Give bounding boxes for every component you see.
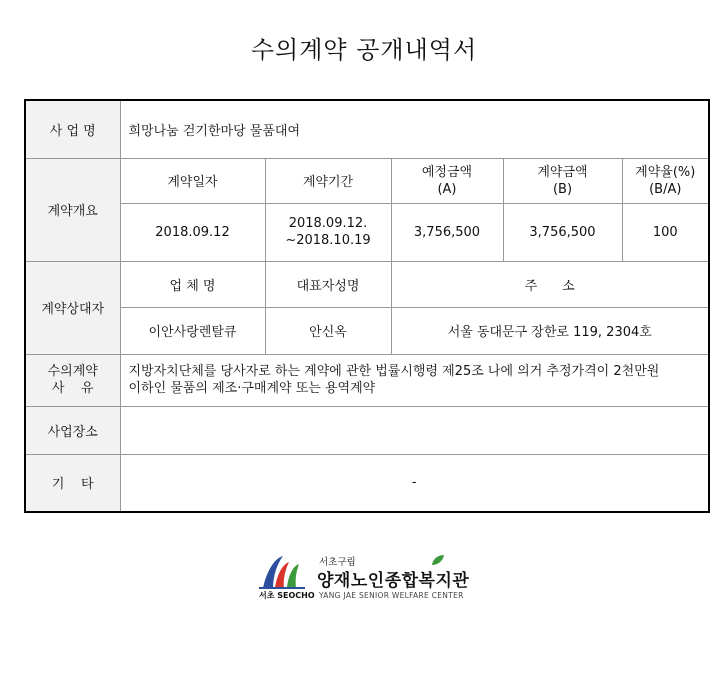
contract-period-value	[265, 203, 391, 261]
contract-period-header: 계약기간	[265, 158, 391, 203]
contract-rate-header-line1: 계약율(%)	[635, 164, 696, 180]
contract-period-start: 2018.09.12.	[288, 216, 368, 231]
estimated-amount-header-line2: (A)	[437, 181, 457, 197]
location-value	[120, 406, 709, 454]
reason-row	[25, 354, 709, 406]
company-header: 업 체 명	[120, 261, 265, 307]
location-label: 사업장소	[25, 406, 120, 454]
contract-rate-value: 100	[622, 203, 709, 261]
estimated-amount-header-line1: 예정금액	[421, 164, 473, 180]
overview-value-row	[25, 203, 709, 261]
contract-date-header: 계약일자	[120, 158, 265, 203]
reason-label	[25, 354, 120, 406]
business-name-row	[25, 100, 709, 158]
contract-rate-header	[622, 158, 709, 203]
estimated-amount-header	[391, 158, 503, 203]
company-value: 이안사랑렌탈큐	[120, 307, 265, 354]
contract-date-value: 2018.09.12	[120, 203, 265, 261]
contract-amount-value: 3,756,500	[503, 203, 622, 261]
estimated-amount-value: 3,756,500	[391, 203, 503, 261]
address-value: 서울 동대문구 장한로 119, 2304호	[391, 307, 709, 354]
contract-amount-header	[503, 158, 622, 203]
reason-value-line1: 지방자치단체를 당사자로 하는 계약에 관한 법률시행령 제25조 나에 의거 추정가격이 2천만원	[128, 364, 660, 379]
reason-label-line2: 사 유	[51, 381, 94, 396]
overview-label: 계약개요	[25, 158, 120, 261]
business-name-value: 희망나눔 걷기한마당 물품대여	[120, 100, 709, 158]
overview-header-row	[25, 158, 709, 203]
address-header: 주 소	[391, 261, 709, 307]
etc-row	[25, 454, 709, 512]
logo-caption: 서초 SEOCHO	[259, 591, 315, 600]
counterparty-value-row	[25, 307, 709, 354]
business-name-label: 사 업 명	[25, 100, 120, 158]
representative-value: 안신옥	[265, 307, 391, 354]
contract-amount-header-line1: 계약금액	[537, 164, 588, 180]
counterparty-header-row	[25, 261, 709, 307]
contract-disclosure-table	[24, 99, 710, 513]
contract-amount-header-line2: (B)	[552, 181, 573, 197]
reason-value-line2: 이하인 물품의 제조·구매계약 또는 용역계약	[128, 381, 376, 396]
organization-footer	[253, 548, 493, 608]
seocho-district-logo-icon	[257, 550, 313, 592]
green-leaf-icon	[431, 554, 445, 566]
etc-value: -	[120, 454, 709, 512]
organization-english-name: YANG JAE SENIOR WELFARE CENTER	[319, 591, 464, 600]
reason-value	[120, 354, 709, 406]
counterparty-label: 계약상대자	[25, 261, 120, 354]
contract-rate-header-line2: (B/A)	[649, 181, 682, 197]
organization-name: 양재노인종합복지관	[317, 571, 470, 591]
contract-period-end: ~2018.10.19	[285, 233, 371, 248]
reason-label-line1: 수의계약	[47, 364, 98, 379]
representative-header: 대표자성명	[265, 261, 391, 307]
location-row	[25, 406, 709, 454]
etc-label: 기 타	[25, 454, 120, 512]
page-title: 수의계약 공개내역서	[250, 36, 478, 64]
organization-subtitle: 서초구립	[319, 557, 356, 568]
